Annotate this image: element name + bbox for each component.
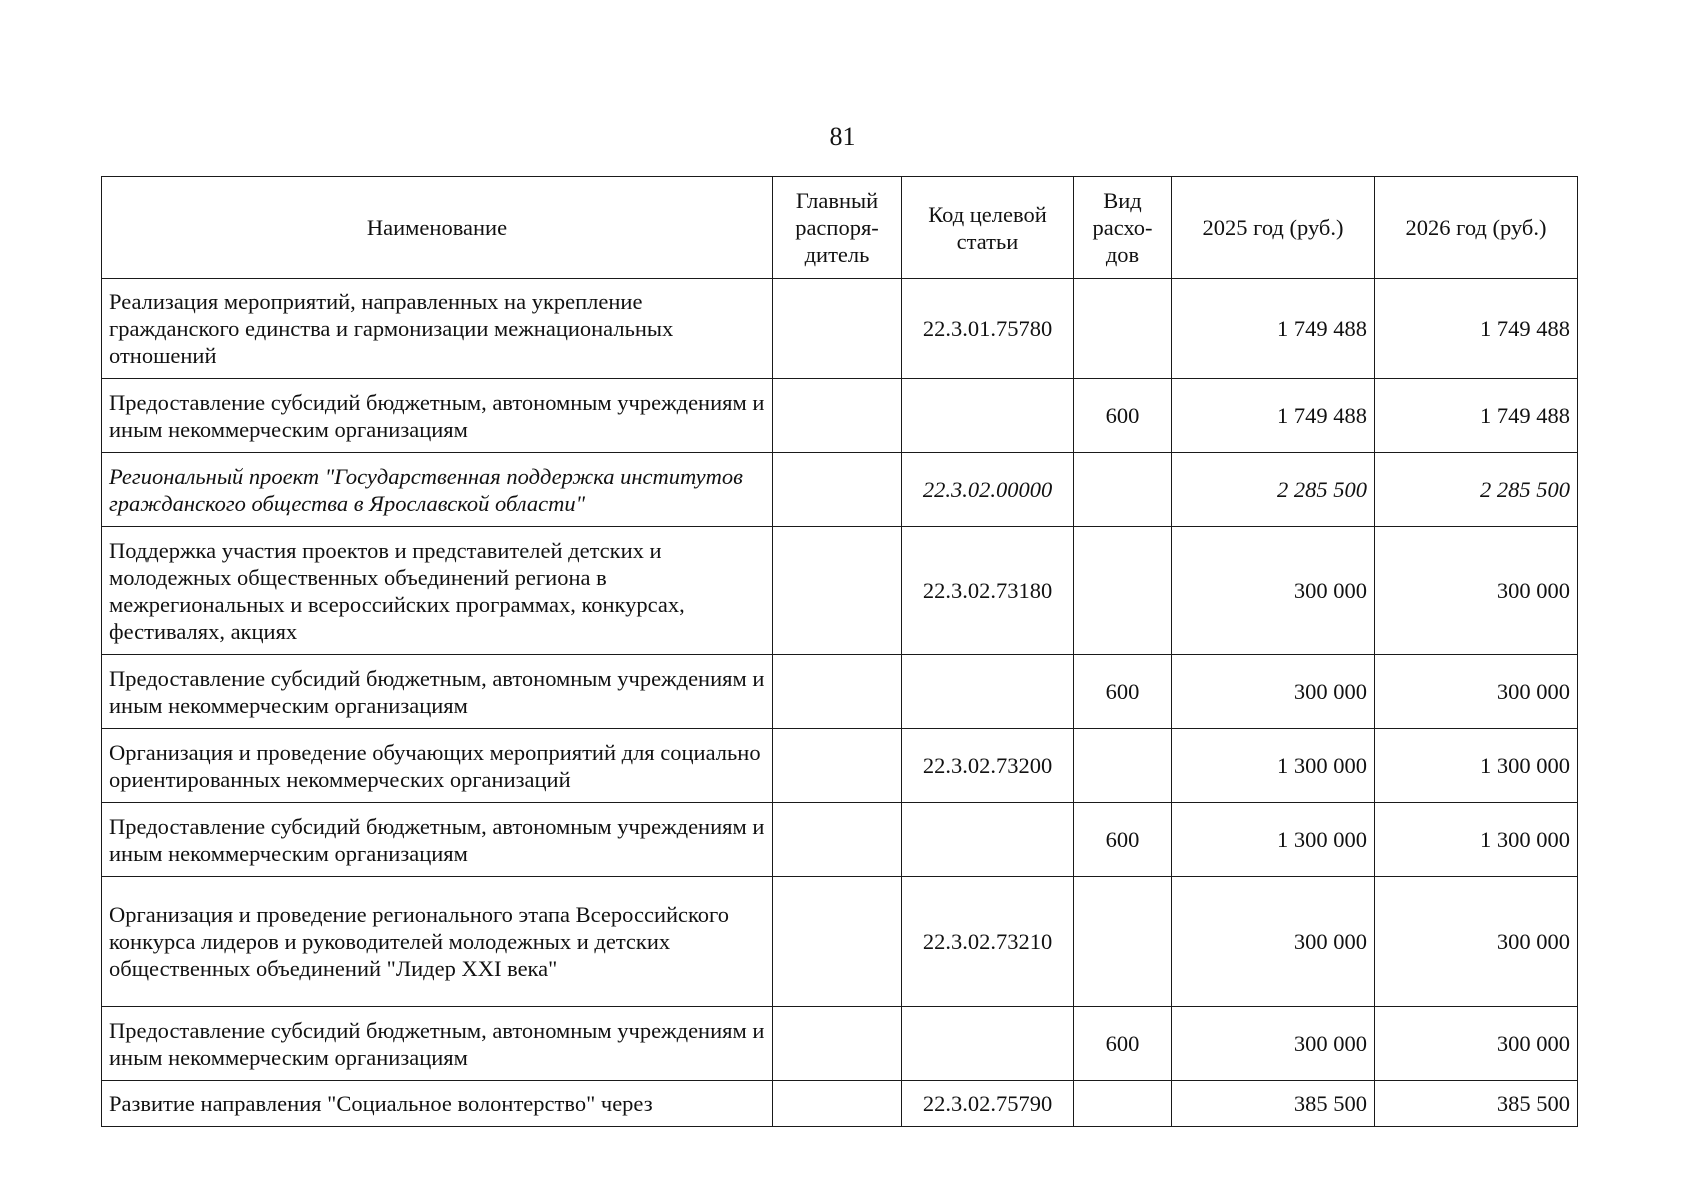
cell-2025: 300 000	[1172, 655, 1375, 729]
cell-2025: 385 500	[1172, 1081, 1375, 1127]
table-row	[102, 1081, 1578, 1127]
cell-2025: 2 285 500	[1172, 453, 1375, 527]
cell-name: Предоставление субсидий бюджетным, автономным учреждениям и иным некоммерческим организациям	[102, 379, 773, 453]
header-name: Наименование	[102, 177, 773, 279]
cell-name: Предоставление субсидий бюджетным, автономным учреждениям и иным некоммерческим организациям	[102, 655, 773, 729]
cell-manager	[773, 655, 902, 729]
header-code: Код целевой статьи	[902, 177, 1074, 279]
cell-2026: 1 300 000	[1375, 803, 1578, 877]
cell-2026: 385 500	[1375, 1081, 1578, 1127]
cell-2025: 1 300 000	[1172, 803, 1375, 877]
cell-name: Организация и проведение регионального этапа Всероссийского конкурса лидеров и руководителей молодежных и детских общественных объединений "Лидер XXI века"	[102, 877, 773, 1007]
cell-name: Предоставление субсидий бюджетным, автономным учреждениям и иным некоммерческим организациям	[102, 803, 773, 877]
cell-name: Организация и проведение обучающих мероприятий для социально ориентированных некоммерческих организаций	[102, 729, 773, 803]
table-row	[102, 877, 1578, 1007]
cell-manager	[773, 379, 902, 453]
cell-name: Предоставление субсидий бюджетным, автономным учреждениям и иным некоммерческим организациям	[102, 1007, 773, 1081]
page-number: 81	[829, 122, 856, 151]
cell-code	[902, 655, 1074, 729]
table-row	[102, 729, 1578, 803]
cell-name: Развитие направления "Социальное волонтерство" через	[102, 1081, 773, 1127]
table-row	[102, 803, 1578, 877]
cell-type	[1074, 1081, 1172, 1127]
cell-type	[1074, 453, 1172, 527]
cell-type	[1074, 877, 1172, 1007]
cell-2026: 1 300 000	[1375, 729, 1578, 803]
cell-2025: 1 749 488	[1172, 279, 1375, 379]
cell-manager	[773, 453, 902, 527]
cell-code	[902, 1007, 1074, 1081]
cell-2026: 300 000	[1375, 877, 1578, 1007]
cell-type	[1074, 729, 1172, 803]
table-header-row	[102, 177, 1578, 279]
cell-type: 600	[1074, 379, 1172, 453]
cell-code: 22.3.02.73210	[902, 877, 1074, 1007]
cell-2026: 300 000	[1375, 1007, 1578, 1081]
table-row	[102, 379, 1578, 453]
cell-manager	[773, 729, 902, 803]
table-row-project	[102, 453, 1578, 527]
cell-2026: 1 749 488	[1375, 279, 1578, 379]
cell-name: Поддержка участия проектов и представителей детских и молодежных общественных объединений региона в межрегиональных и всероссийских программах, конкурсах, фестивалях, акциях	[102, 527, 773, 655]
cell-code	[902, 803, 1074, 877]
cell-2025: 300 000	[1172, 1007, 1375, 1081]
cell-manager	[773, 803, 902, 877]
cell-manager	[773, 877, 902, 1007]
cell-name: Региональный проект "Государственная поддержка институтов гражданского общества в Ярославской области"	[102, 453, 773, 527]
cell-2025: 1 749 488	[1172, 379, 1375, 453]
cell-2026: 1 749 488	[1375, 379, 1578, 453]
cell-type	[1074, 527, 1172, 655]
cell-2026: 300 000	[1375, 655, 1578, 729]
cell-type: 600	[1074, 655, 1172, 729]
header-2025: 2025 год (руб.)	[1172, 177, 1375, 279]
table-row	[102, 527, 1578, 655]
cell-code: 22.3.02.00000	[902, 453, 1074, 527]
cell-2026: 2 285 500	[1375, 453, 1578, 527]
cell-2025: 1 300 000	[1172, 729, 1375, 803]
cell-manager	[773, 527, 902, 655]
cell-code: 22.3.01.75780	[902, 279, 1074, 379]
header-type: Вид расхо-дов	[1074, 177, 1172, 279]
cell-2025: 300 000	[1172, 877, 1375, 1007]
cell-2025: 300 000	[1172, 527, 1375, 655]
cell-code: 22.3.02.75790	[902, 1081, 1074, 1127]
cell-manager	[773, 279, 902, 379]
header-manager: Главный распоря-дитель	[773, 177, 902, 279]
cell-manager	[773, 1007, 902, 1081]
cell-code: 22.3.02.73200	[902, 729, 1074, 803]
table-row	[102, 655, 1578, 729]
cell-manager	[773, 1081, 902, 1127]
cell-code	[902, 379, 1074, 453]
table-body	[102, 279, 1578, 1127]
cell-2026: 300 000	[1375, 527, 1578, 655]
header-2026: 2026 год (руб.)	[1375, 177, 1578, 279]
cell-name: Реализация мероприятий, направленных на укрепление гражданского единства и гармонизации межнациональных отношений	[102, 279, 773, 379]
table-row	[102, 279, 1578, 379]
table-row	[102, 1007, 1578, 1081]
cell-type: 600	[1074, 1007, 1172, 1081]
cell-type	[1074, 279, 1172, 379]
cell-type: 600	[1074, 803, 1172, 877]
cell-code: 22.3.02.73180	[902, 527, 1074, 655]
budget-table	[101, 176, 1578, 1127]
